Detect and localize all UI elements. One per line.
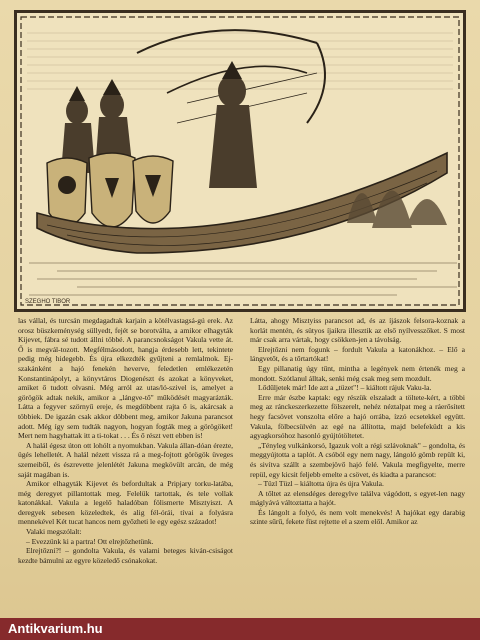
text-column-left: [18, 316, 233, 620]
paragraph: Elrejtőzni nem fogunk – fordult Vakula a katonákhoz. – Elő a lángvetőt, és a tőrtartókat!: [250, 344, 465, 364]
paragraph: Látta, ahogy Misztyiss parancsot ad, és az íjászok felsora-koznak a korlát mentén, és sütyos íjaikra illesztik az első nyílvesszőket. S most már csak arra vártak, hogy csökken-jen a távolság.: [250, 316, 465, 345]
paragraph: Amikor elhagyták Kijevet és befordultak a Pripjary torku-latába, még deregyet pillantottak meg. Felelük tartottak, és tele vollak katonákkal. Vakula a legelő haladóban fölismerte Misztyiszt. A deregyek sebesen közeledtek, és alig fél-órái, tívai a folyásra mennekével Két tucat hancos nem győzheti le egy egész századot!: [18, 479, 233, 527]
paragraph: – Tüzl Tüzl – kiáltotta újra és újra Vakula.: [258, 479, 384, 489]
ship-drawing: [17, 13, 463, 309]
paragraph: A tőltet az elensdéges deregylve találva vágódott, s egyet-len nagy máglyává változtatta a hajót.: [250, 488, 465, 508]
watermark-banner: [0, 618, 480, 640]
paragraph: – Evezzünk ki a partra! Ott elrejtőzhetünk.: [26, 536, 154, 546]
paragraph: A halál égesz úton ott lohólt a nyomukban. Vakula állan-dóan érezte, ügés lehelletét. A halál nézett vissza rá a meg-fojtott görögök üveges szemeiből, és észrevette jelenlétét Jakuna megkövült arcán, de még saját magában is.: [18, 440, 233, 479]
paragraph: Egy pillanatig úgy tűnt, mintha a legények nem értenék meg a mondott. Szótlanul álltak, senki még csak meg sem mozdult.: [250, 363, 465, 383]
watermark-text: Antikvarium.hu: [8, 621, 103, 636]
paragraph: „Tényleg vulkánkorsó, Igazuk volt a régi szlávoknak" – gondolta, és meggyújtotta a taplót. A csóból egy nem nagy, lángoló gömb repült ki, és sivítva szállt a szembejövő hajó felé. Vakula megfigyelte, merre repül, egy kicsit feljebb emelte a csövet, és kiadta a parancsot:: [250, 440, 465, 479]
paragraph: Valaki megszólalt:: [26, 527, 82, 537]
illustration-ship-archers: [14, 10, 466, 312]
artist-signature: SZEGHO TIBOR: [25, 299, 71, 305]
paragraph: Elrejtőzni?! – gondolta Vakula, és valami beteges kiván-csiságot kezdte bámulni az egyre közeledő csónakokat.: [18, 546, 233, 565]
paragraph: las vállal, és turcsán megdagadtak karjain a kötélvastagsá-gú erek. Az orosz büszkeménység süllyedt, fejét se borotválta, a amikor elhagyták Kijevet, fábra sé tudott állni többé. A parancsnokságot Vakula vette át. Ő is megvál-tozott. Megfélmásodott, hangja érdesebb lett, tekintete pedig még hidegebb. És újra elkezdték gyűjteni a remlalmok. Ej-szakánként a hajó fenekén heverve, feledetlen emlékezetén Konstantinápolyt, a könyvtáros Diogenészt és azokat a könyveket, amiket ő tudott olvasni. Még arról az utas/ló-szivel is, amelyet a görögök adtak nekik, amikor a „lángve-tő" működését magyarázták. Látta a fegyver szörnyű ereje, és megdöbbent rajta ő is, akárcsak a többiek. De igazán csak akkor döbbent meg, amikor Jakuna parancsot adott. Még így sem tudták nagyon, hogyan fogták meg a görögöket! Mert nem hagyhattak itt a ti-tokat . . . És ő részt vett ebben is!: [18, 316, 233, 441]
paragraph: És lángolt a folyó, és nem volt menekvés! A hajókat egy darabig szinte sűrű, fekete füst rejtette el a szem elől. Amikor az: [250, 507, 465, 527]
text-column-right: [250, 316, 465, 620]
paragraph: Erre már észbe kaptak: egy részük elszaladt a töltete-kért, a többi meg az ránckeszerkezette fölszerelt, nehéz néztalpat meg a ráerősített hegy facsövet vonszolta előre a hajó orrába, ízzó ecsetekkel együtt. Vakula, fölbecsülvén az egé na állította, majd belefeküdt a kis agyagkorsóhoz hasonló gyújtótöltetet.: [250, 392, 465, 441]
paragraph: Lődűljetek már! Ide azt a „tüzet"! – kiáltott rájuk Vaku-la.: [258, 383, 432, 393]
